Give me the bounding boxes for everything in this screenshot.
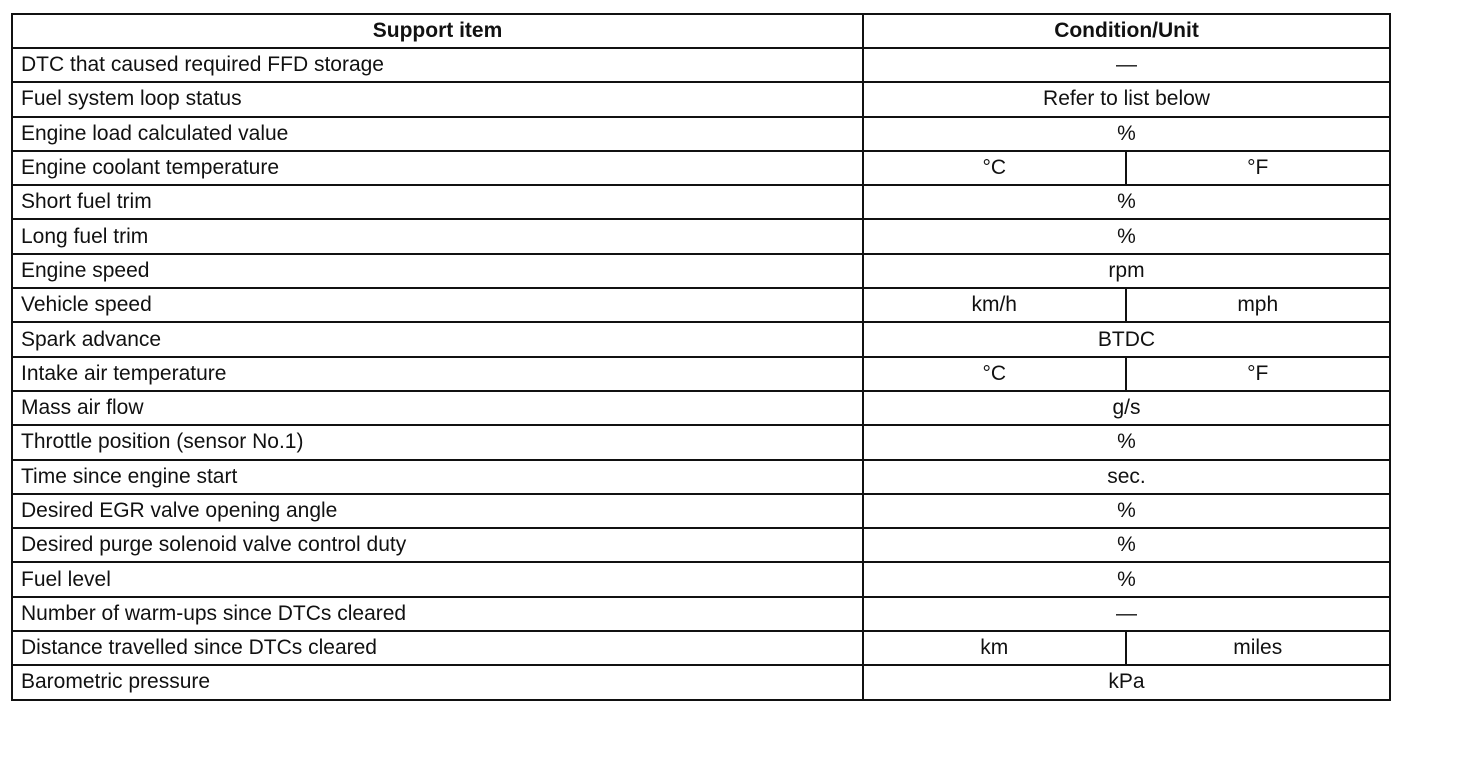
support-item-cell: Short fuel trim bbox=[12, 185, 863, 219]
unit-cell: % bbox=[863, 425, 1390, 459]
unit-cell: — bbox=[863, 48, 1390, 82]
table-row bbox=[12, 494, 1390, 528]
unit-cell-split bbox=[863, 288, 1390, 322]
unit-cell: Refer to list below bbox=[863, 82, 1390, 116]
unit-metric: °C bbox=[864, 152, 1127, 184]
table-row bbox=[12, 322, 1390, 356]
support-item-cell: Fuel system loop status bbox=[12, 82, 863, 116]
table-row bbox=[12, 391, 1390, 425]
table-row bbox=[12, 357, 1390, 391]
unit-cell: % bbox=[863, 117, 1390, 151]
support-item-cell: Time since engine start bbox=[12, 460, 863, 494]
support-item-cell: Fuel level bbox=[12, 562, 863, 596]
header-support-item: Support item bbox=[12, 14, 863, 48]
ffd-support-table bbox=[11, 13, 1391, 701]
unit-metric: °C bbox=[864, 358, 1127, 390]
support-item-cell: Engine speed bbox=[12, 254, 863, 288]
table-row bbox=[12, 254, 1390, 288]
support-item-cell: Throttle position (sensor No.1) bbox=[12, 425, 863, 459]
unit-cell: % bbox=[863, 562, 1390, 596]
support-item-cell: Mass air flow bbox=[12, 391, 863, 425]
unit-cell-split bbox=[863, 631, 1390, 665]
table-row bbox=[12, 151, 1390, 185]
support-item-cell: Desired purge solenoid valve control duty bbox=[12, 528, 863, 562]
table-row bbox=[12, 460, 1390, 494]
unit-imperial: mph bbox=[1237, 293, 1279, 317]
support-item-cell: Spark advance bbox=[12, 322, 863, 356]
unit-cell-split bbox=[863, 151, 1390, 185]
unit-cell: kPa bbox=[863, 665, 1390, 699]
table-row bbox=[12, 425, 1390, 459]
table-row bbox=[12, 665, 1390, 699]
unit-imperial: °F bbox=[1247, 361, 1269, 385]
unit-metric: km/h bbox=[864, 289, 1127, 321]
support-item-cell: Engine load calculated value bbox=[12, 117, 863, 151]
unit-cell: rpm bbox=[863, 254, 1390, 288]
unit-cell: BTDC bbox=[863, 322, 1390, 356]
unit-cell: — bbox=[863, 597, 1390, 631]
table-row bbox=[12, 597, 1390, 631]
table-row bbox=[12, 562, 1390, 596]
table-row bbox=[12, 631, 1390, 665]
header-row bbox=[12, 14, 1390, 48]
unit-cell: g/s bbox=[863, 391, 1390, 425]
header-condition-unit: Condition/Unit bbox=[863, 14, 1390, 48]
unit-cell-split bbox=[863, 357, 1390, 391]
unit-cell: sec. bbox=[863, 460, 1390, 494]
unit-cell: % bbox=[863, 219, 1390, 253]
support-item-cell: Distance travelled since DTCs cleared bbox=[12, 631, 863, 665]
table-row bbox=[12, 528, 1390, 562]
support-item-cell: Barometric pressure bbox=[12, 665, 863, 699]
unit-cell: % bbox=[863, 528, 1390, 562]
unit-imperial: °F bbox=[1247, 156, 1269, 180]
support-item-cell: Long fuel trim bbox=[12, 219, 863, 253]
table-row bbox=[12, 82, 1390, 116]
unit-cell: % bbox=[863, 185, 1390, 219]
unit-metric: km bbox=[864, 632, 1127, 664]
support-item-cell: DTC that caused required FFD storage bbox=[12, 48, 863, 82]
table-row bbox=[12, 219, 1390, 253]
table-row bbox=[12, 288, 1390, 322]
support-item-cell: Number of warm-ups since DTCs cleared bbox=[12, 597, 863, 631]
support-item-cell: Engine coolant temperature bbox=[12, 151, 863, 185]
table-row bbox=[12, 185, 1390, 219]
unit-cell: % bbox=[863, 494, 1390, 528]
unit-imperial: miles bbox=[1233, 636, 1283, 660]
support-item-cell: Intake air temperature bbox=[12, 357, 863, 391]
table-row bbox=[12, 48, 1390, 82]
table-row bbox=[12, 117, 1390, 151]
support-item-cell: Desired EGR valve opening angle bbox=[12, 494, 863, 528]
support-item-cell: Vehicle speed bbox=[12, 288, 863, 322]
